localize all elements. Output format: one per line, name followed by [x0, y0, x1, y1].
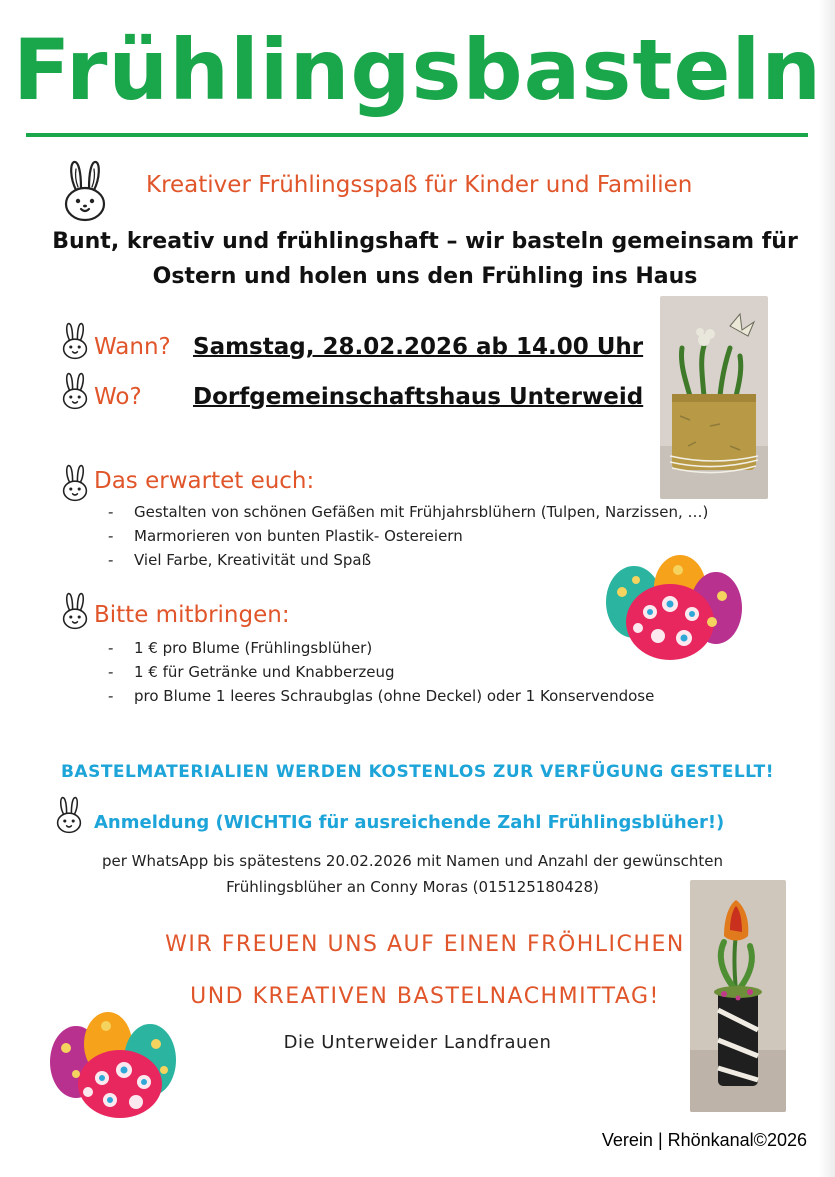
- signature: Die Unterweider Landfrauen: [283, 1032, 552, 1053]
- bunny-icon: [60, 372, 90, 410]
- list-item: - Viel Farbe, Kreativität und Spaß: [108, 548, 708, 572]
- where-label: Wo?: [94, 384, 142, 410]
- footer-credit: Verein | Rhönkanal©2026: [601, 1130, 807, 1150]
- title-underline: [26, 133, 808, 137]
- bunny-icon: [60, 322, 90, 360]
- bring-list: [108, 636, 654, 708]
- where-value: Dorfgemeinschaftshaus Unterweid: [193, 384, 644, 410]
- bunny-icon: [60, 464, 90, 502]
- easter-eggs-image: [46, 1008, 182, 1120]
- list-item: - 1 € pro Blume (Frühlingsblüher): [108, 636, 654, 660]
- list-item: - 1 € für Getränke und Knabberzeug: [108, 660, 654, 684]
- page-title: Frühlingsbasteln: [12, 21, 823, 119]
- registration-text: [40, 848, 785, 900]
- intro-text: [20, 224, 830, 294]
- expect-heading: Das erwartet euch:: [94, 468, 315, 494]
- materials-note: BASTELMATERIALIEN WERDEN KOSTENLOS ZUR VERFÜGUNG GESTELLT!: [60, 762, 775, 782]
- intro-line-2: Ostern und holen uns den Frühling ins Haus: [152, 264, 698, 289]
- bunny-icon: [54, 796, 84, 834]
- intro-line-1: Bunt, kreativ und frühlingshaft – wir basteln gemeinsam für: [52, 229, 798, 254]
- page-edge-shadow: [819, 0, 835, 1177]
- list-item: - Gestalten von schönen Gefäßen mit Frühjahrsblühern (Tulpen, Narzissen, …): [108, 500, 708, 524]
- registration-heading: Anmeldung (WICHTIG für ausreichende Zahl Frühlingsblüher!): [94, 812, 725, 833]
- registration-line-1: per WhatsApp bis spätestens 20.02.2026 mit Namen und Anzahl der gewünschten: [102, 852, 723, 870]
- when-value: Samstag, 28.02.2026 ab 14.00 Uhr: [193, 334, 644, 360]
- when-label: Wann?: [94, 334, 171, 360]
- bunny-icon: [60, 592, 90, 630]
- closing-line-2: UND KREATIVEN BASTELNACHMITTAG!: [190, 984, 660, 1009]
- hyacinth-pot-photo: [660, 296, 768, 499]
- list-item: - pro Blume 1 leeres Schraubglas (ohne Deckel) oder 1 Konservendose: [108, 684, 654, 708]
- bunny-icon: [60, 160, 110, 222]
- subtitle: Kreativer Frühlingsspaß für Kinder und Familien: [146, 172, 693, 198]
- registration-line-2: Frühlingsblüher an Conny Moras (015125180428): [226, 878, 599, 896]
- list-item: - Marmorieren von bunten Plastik- Ostereiern: [108, 524, 708, 548]
- closing-line-1: WIR FREUEN UNS AUF EINEN FRÖHLICHEN: [165, 932, 685, 957]
- bring-heading: Bitte mitbringen:: [94, 602, 290, 628]
